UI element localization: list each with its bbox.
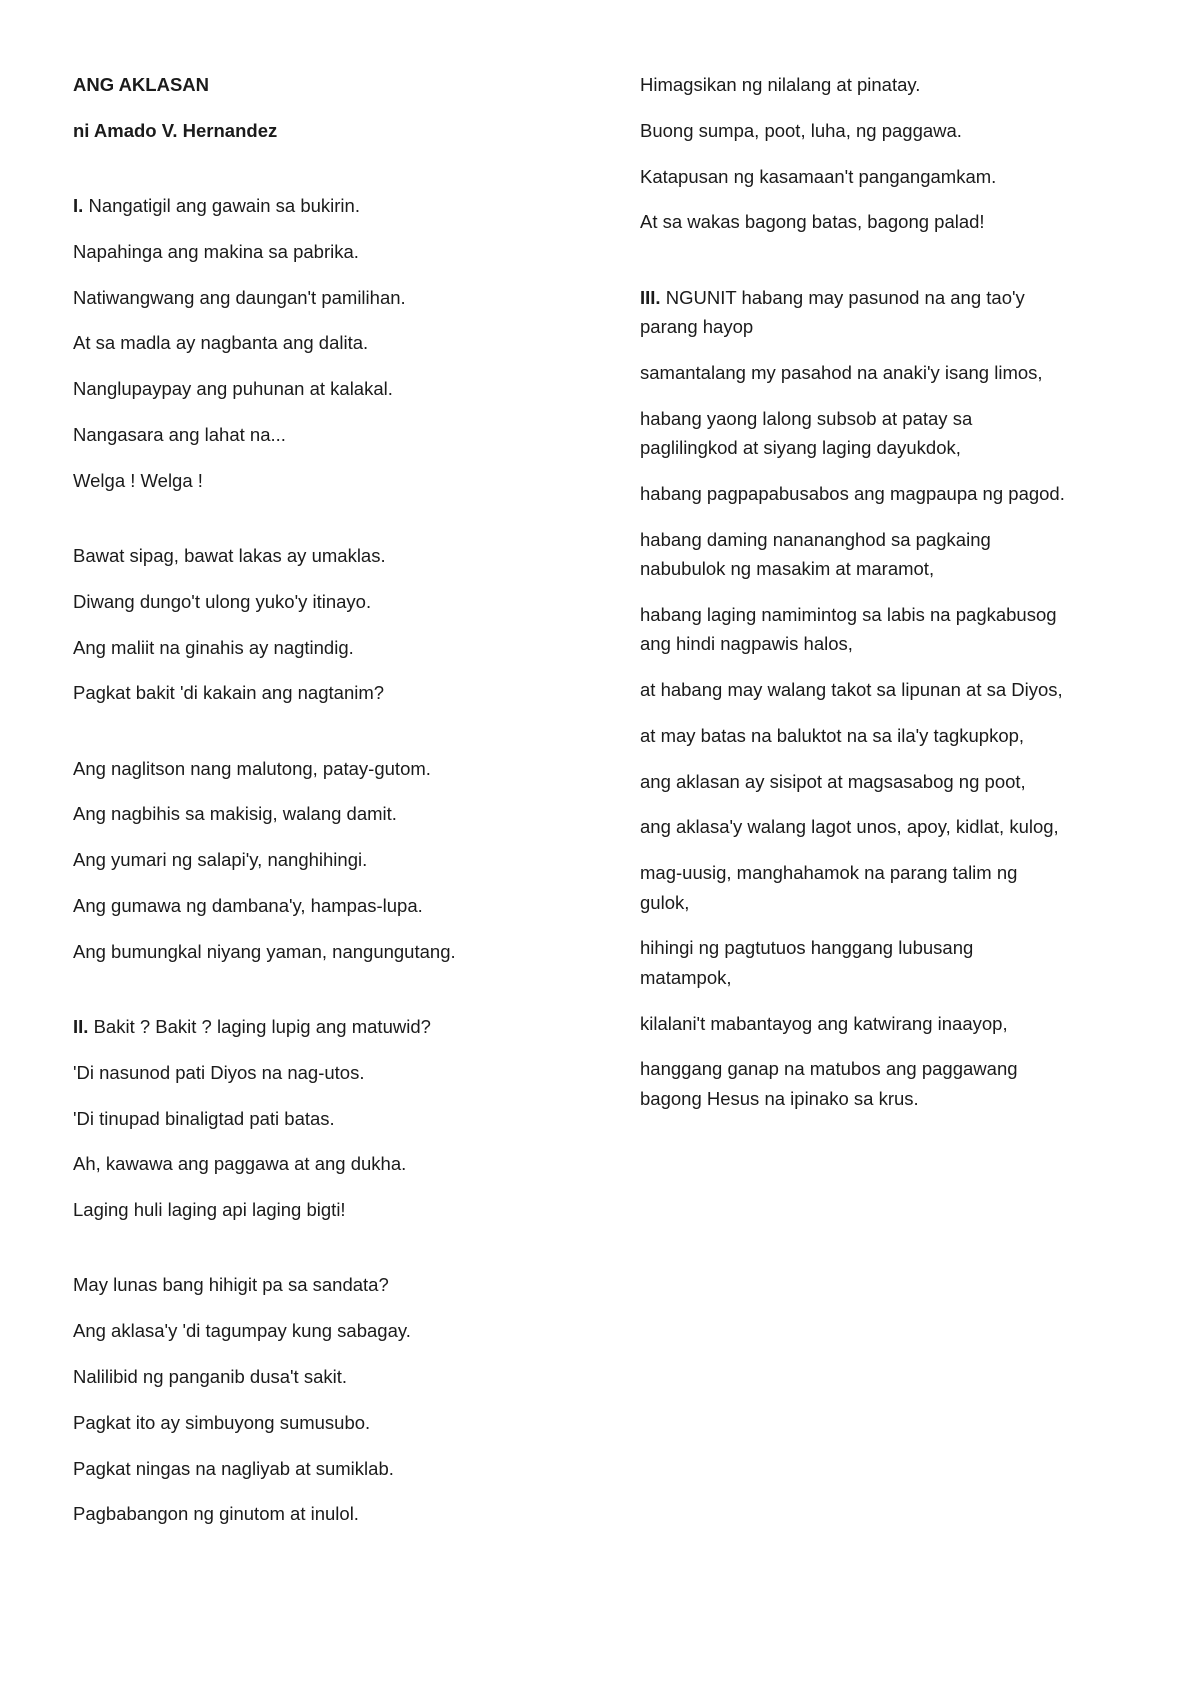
verse — [640, 767, 1180, 796]
verse-text: 'Di nasunod pati Diyos na nag-utos. — [73, 1061, 365, 1083]
section-number: III. — [640, 286, 661, 308]
stanza — [73, 754, 603, 967]
verse — [73, 633, 603, 662]
verse-line — [73, 1454, 603, 1483]
verse-text: Ang naglitson nang malutong, patay-gutom. — [73, 757, 431, 779]
verse — [640, 207, 1180, 236]
verse-line — [640, 600, 1180, 629]
right-stanzas — [640, 70, 1180, 1113]
verse — [73, 237, 603, 266]
verse-line — [73, 1012, 603, 1041]
verse-line — [640, 1054, 1180, 1083]
verse-text: hanggang ganap na matubos ang paggawang — [640, 1058, 1018, 1080]
verse-text: At sa madla ay nagbanta ang dalita. — [73, 332, 369, 354]
verse-line — [73, 283, 603, 312]
verse-line — [640, 1084, 1180, 1113]
verse — [640, 675, 1180, 704]
verse — [73, 1058, 603, 1087]
verse-line — [73, 1408, 603, 1437]
verse-text: mag-uusig, manghahamok na parang talim ng — [640, 862, 1018, 884]
verse-text: Bawat sipag, bawat lakas ay umaklas. — [73, 544, 386, 566]
verse-line — [73, 1362, 603, 1391]
verse-text: At sa wakas bagong batas, bagong palad! — [640, 211, 985, 233]
stanza — [640, 283, 1180, 1114]
left-column — [73, 70, 603, 1575]
verse-line — [640, 525, 1180, 554]
verse-text: habang yaong lalong subsob at patay sa — [640, 407, 973, 429]
verse-line — [640, 312, 1180, 341]
verse-line — [73, 1058, 603, 1087]
verse-text: Himagsikan ng nilalang at pinatay. — [640, 74, 921, 95]
verse — [73, 1362, 603, 1391]
verse-text: Ah, kawawa ang paggawa at ang dukha. — [73, 1153, 407, 1175]
verse-text: Nanglupaypay ang puhunan at kalakal. — [73, 378, 393, 400]
verse-line — [640, 963, 1180, 992]
verse — [73, 891, 603, 920]
verse-line — [640, 933, 1180, 962]
verse-line — [640, 629, 1180, 658]
verse — [73, 1316, 603, 1345]
verse-text: Katapusan ng kasamaan't pangangamkam. — [640, 165, 997, 187]
verse-text: Ang bumungkal niyang yaman, nangungutang. — [73, 940, 456, 962]
verse-line — [73, 1149, 603, 1178]
verse — [73, 1104, 603, 1133]
verse-text: Bakit ? Bakit ? laging lupig ang matuwid? — [93, 1015, 431, 1037]
verse-line — [73, 420, 603, 449]
verse-text: Pagkat ningas na nagliyab at sumiklab. — [73, 1457, 394, 1479]
verse-line — [640, 721, 1180, 750]
verse-text: Laging huli laging api laging bigti! — [73, 1199, 346, 1221]
verse — [640, 933, 1180, 992]
verse-text: nabubulok ng masakim at maramot, — [640, 558, 935, 579]
verse-text: ang hindi nagpawis halos, — [640, 633, 853, 655]
verse — [73, 937, 603, 966]
verse — [640, 600, 1180, 659]
verse-line — [640, 858, 1180, 887]
verse-line — [73, 754, 603, 783]
verse-line — [73, 633, 603, 662]
verse-line — [73, 1316, 603, 1345]
verse-line — [640, 433, 1180, 462]
verse — [73, 845, 603, 874]
verse — [73, 1149, 603, 1178]
verse-text: habang pagpapabusabos ang magpaupa ng pagod. — [640, 482, 1065, 504]
verse — [640, 525, 1180, 584]
verse-text: kilalani't mabantayog ang katwirang inaayop, — [640, 1012, 1008, 1034]
stanza — [73, 1270, 603, 1528]
verse-text: May lunas bang hihigit pa sa sandata? — [73, 1274, 389, 1296]
verse — [73, 466, 603, 495]
verse — [640, 812, 1180, 841]
verse-line — [640, 812, 1180, 841]
verse-line — [640, 404, 1180, 433]
verse-line — [73, 891, 603, 920]
right-column — [640, 70, 1180, 1159]
verse-line — [640, 1009, 1180, 1038]
verse-line — [640, 479, 1180, 508]
verse-line — [73, 799, 603, 828]
verse-line — [73, 541, 603, 570]
verse-text: Ang yumari ng salapi'y, nanghihingi. — [73, 849, 368, 871]
verse — [640, 116, 1180, 145]
verse-line — [640, 888, 1180, 917]
stanza — [73, 1012, 603, 1225]
verse-text: Nalilibid ng panganib dusa't sakit. — [73, 1365, 348, 1387]
verse — [73, 799, 603, 828]
stanza — [73, 541, 603, 708]
section-number: I. — [73, 195, 84, 216]
verse-text: ang aklasa'y walang lagot unos, apoy, kidlat, kulog, — [640, 816, 1059, 838]
verse-text: ang aklasan ay sisipot at magsasabog ng poot, — [640, 770, 1026, 792]
verse-line — [640, 767, 1180, 796]
stanza — [640, 70, 1180, 237]
verse-line — [73, 845, 603, 874]
verse-text: 'Di tinupad binaligtad pati batas. — [73, 1107, 335, 1129]
verse-line — [640, 162, 1180, 191]
verse-text: Napahinga ang makina sa pabrika. — [73, 240, 359, 262]
verse-line — [73, 374, 603, 403]
poem-header — [73, 70, 603, 145]
stanza — [73, 191, 603, 495]
verse-line — [640, 675, 1180, 704]
poem-author: ni Amado V. Hernandez — [73, 119, 278, 141]
verse-text: gulok, — [640, 891, 690, 913]
verse — [640, 858, 1180, 917]
section-number: II. — [73, 1015, 89, 1037]
verse-text: Diwang dungo't ulong yuko'y itinayo. — [73, 590, 372, 612]
verse-line — [73, 1104, 603, 1133]
verse — [73, 283, 603, 312]
verse — [73, 374, 603, 403]
verse-line — [73, 678, 603, 707]
verse-line — [73, 328, 603, 357]
verse — [73, 1408, 603, 1437]
verse-text: NGUNIT habang may pasunod na ang tao'y — [665, 286, 1025, 308]
verse — [73, 328, 603, 357]
verse — [640, 479, 1180, 508]
verse — [73, 420, 603, 449]
verse-line — [640, 358, 1180, 387]
verse-text: matampok, — [640, 966, 732, 988]
verse — [73, 1454, 603, 1483]
verse-line — [640, 207, 1180, 236]
verse-text: Welga ! Welga ! — [73, 469, 203, 491]
verse — [73, 1499, 603, 1528]
verse-line — [73, 1270, 603, 1299]
verse-line — [640, 116, 1180, 145]
verse — [640, 70, 1180, 99]
verse-line — [73, 237, 603, 266]
verse-text: paglilingkod at siyang laging dayukdok, — [640, 437, 961, 458]
verse-text: Buong sumpa, poot, luha, ng paggawa. — [640, 119, 962, 141]
verse-line — [640, 554, 1180, 583]
verse — [640, 1009, 1180, 1038]
verse-text: Ang gumawa ng dambana'y, hampas-lupa. — [73, 894, 423, 916]
verse — [73, 1270, 603, 1299]
verse-text: habang laging namimintog sa labis na pagkabusog — [640, 603, 1057, 625]
verse-text: hihingi ng pagtutuos hanggang lubusang — [640, 937, 974, 959]
verse-text: Pagkat bakit 'di kakain ang nagtanim? — [73, 682, 385, 704]
verse-line — [73, 191, 603, 220]
verse — [73, 587, 603, 616]
verse-text: habang daming nanananghod sa pagkaing — [640, 528, 991, 550]
verse-line — [640, 283, 1180, 312]
verse-line — [73, 937, 603, 966]
verse — [73, 541, 603, 570]
verse-text: Nangasara ang lahat na... — [73, 423, 286, 445]
verse-line — [73, 466, 603, 495]
verse-text: at may batas na baluktot na sa ila'y tagkupkop, — [640, 724, 1025, 746]
verse — [640, 358, 1180, 387]
verse-text: parang hayop — [640, 316, 754, 337]
verse-line — [73, 1195, 603, 1224]
verse-line — [73, 1499, 603, 1528]
poem-title: ANG AKLASAN — [73, 74, 210, 95]
verse-text: at habang may walang takot sa lipunan at sa Diyos, — [640, 679, 1063, 700]
verse — [73, 1195, 603, 1224]
verse-text: bagong Hesus na ipinako sa krus. — [640, 1087, 919, 1109]
left-stanzas — [73, 191, 603, 1529]
verse — [73, 678, 603, 707]
verse-line — [640, 70, 1180, 99]
verse — [73, 191, 603, 220]
verse — [640, 404, 1180, 463]
verse — [640, 1054, 1180, 1113]
verse-text: Nangatigil ang gawain sa bukirin. — [88, 195, 360, 216]
verse — [73, 754, 603, 783]
verse-text: Pagbabangon ng ginutom at inulol. — [73, 1503, 359, 1525]
verse — [640, 162, 1180, 191]
verse-text: Pagkat ito ay simbuyong sumusubo. — [73, 1411, 371, 1433]
verse-text: Natiwangwang ang daungan't pamilihan. — [73, 286, 406, 308]
verse — [73, 1012, 603, 1041]
verse-text: Ang nagbihis sa makisig, walang damit. — [73, 803, 397, 825]
verse — [640, 721, 1180, 750]
verse-text: Ang aklasa'y 'di tagumpay kung sabagay. — [73, 1320, 411, 1342]
verse-line — [73, 587, 603, 616]
verse-text: samantalang my pasahod na anaki'y isang limos, — [640, 361, 1043, 383]
verse — [640, 283, 1180, 342]
verse-text: Ang maliit na ginahis ay nagtindig. — [73, 636, 354, 658]
